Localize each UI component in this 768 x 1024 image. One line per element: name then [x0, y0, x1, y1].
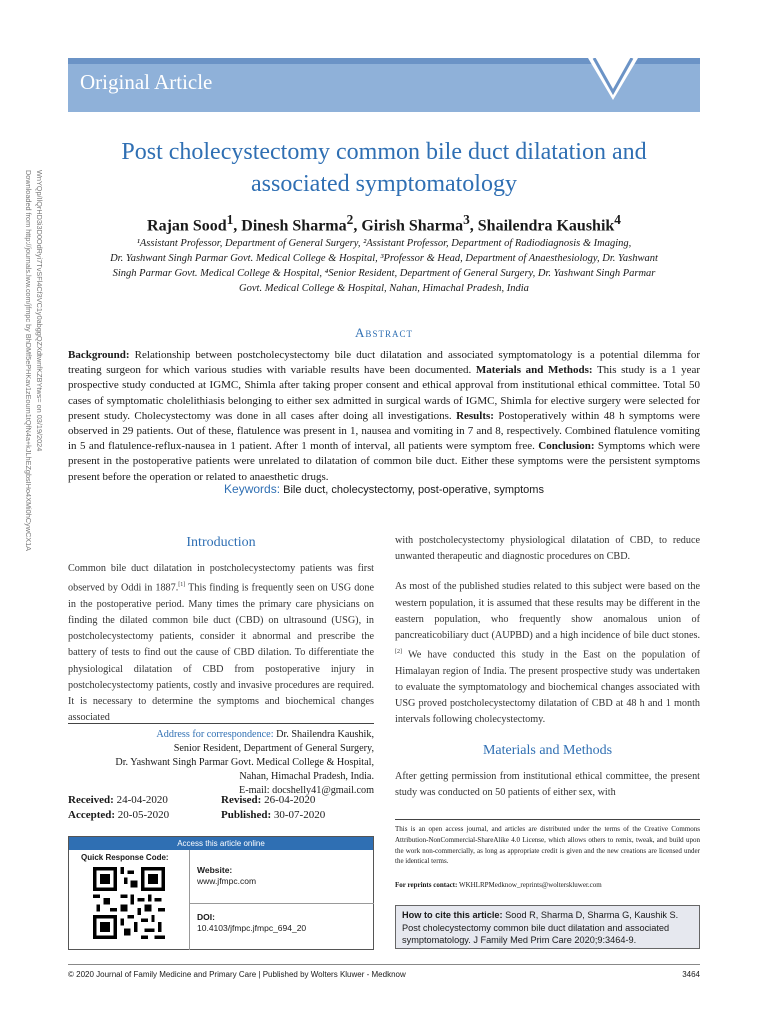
website-label: Website:	[197, 865, 233, 875]
received-date: 24-04-2020	[113, 794, 168, 806]
keywords-label: Keywords:	[224, 482, 281, 496]
page-footer	[68, 970, 700, 979]
watermark-line-1: Downloaded from http://journals.lww.com/jfmpc by BhDMf5ePHKav1zEoum1tQfN4a+kJLhEZgbsIHo4XMi0hCywCX1A	[24, 170, 33, 552]
intro-paragraph-2: As most of the published studies related to this subject were based on the western population, it is assumed that these results may be different in the eastern population, who frequently show anomalous union of pancreaticobiliary duct (AUPBD) and a high incidence of bile duct stones.[2] We have conducted this study in the East on the population of Himalayan region of India. The present prospective study was undertaken to evaluate the symptomatology and biochemical changes associated with USG proved postcholecystectomy dilatation of CBD at 48 h and 1 month intervals following cholecystectomy.	[395, 581, 700, 726]
citation-ref[interactable]: [2]	[395, 649, 402, 656]
qr-code-icon[interactable]	[93, 867, 165, 939]
keywords-text: Bile duct, cholecystectomy, post-operative, symptoms	[280, 484, 544, 496]
methods-paragraph: After getting permission from institutional ethical committee, the present study was conducted on 50 patients of either sex, with	[395, 770, 700, 798]
license-note: This is an open access journal, and articles are distributed under the terms of the Creative Commons Attribution-NonCommercial-ShareAlike 4.0 License, which allows others to remix, tweak, and build upon the work non-commercially, as long as appropriate credit is given and the new creations are licensed under the identical terms.	[395, 825, 700, 866]
abstract-heading: Abstract	[355, 325, 413, 340]
page-number: 3464	[682, 970, 700, 979]
divider	[68, 723, 374, 724]
correspondence-block: Address for correspondence: Dr. Shailendra Kaushik, Senior Resident, Department of General Surgery, Dr. Yashwant Singh Parmar Govt. Medical College & Hospital, Nahan, Himachal Pradesh, India. E-mail: docshelly41@gmail.com	[68, 728, 374, 798]
author-name: Shailendra Kaushik	[477, 217, 615, 235]
reprints-email[interactable]: WKHLRPMedknow_reprints@wolterskluwer.com	[457, 881, 602, 889]
keywords	[68, 482, 700, 496]
correspondence-email[interactable]: E-mail: docshelly41@gmail.com	[239, 785, 374, 796]
article-dates: Received: 24-04-2020 Revised: 26-04-2020 Accepted: 20-05-2020 Published: 30-07-2020	[68, 794, 326, 821]
article-title: Post cholecystectomy common bile duct dilatation and associated symptomatology	[121, 139, 647, 197]
introduction-paragraph: Common bile duct dilatation in postcholecystectomy patients was first observed by Oddi in 1887.[1] This finding is frequently seen on USG done in the postoperative period. Many times the primary care physicians on finding the dilated common bile duct (CBD) on ultrasound (USG), in postcholecystectomy patients, consider it abnormal and prescribe the battery of tests to find out the cause of CBD dilation. To differentiate the physiological dilatation of CBD from postoperative injury in postcholecystectomy patients, costly and invasive procedures are required. It is necessary to determine the symptoms and biochemical changes associated	[68, 563, 374, 724]
correspondence-label: Address for correspondence:	[156, 729, 274, 740]
article-type-label: Original Article	[80, 70, 213, 94]
revised-date: 26-04-2020	[261, 794, 316, 806]
footer-copyright: © 2020 Journal of Family Medicine and Primary Care | Published by Wolters Kluwer - Medknow	[68, 970, 406, 979]
citation-ref[interactable]: [1]	[178, 582, 186, 589]
accepted-date: 20-05-2020	[115, 809, 170, 821]
right-column	[395, 533, 700, 801]
qr-label: Quick Response Code:	[81, 853, 169, 862]
doi-link[interactable]: 10.4103/jfmpc.jfmpc_694_20	[197, 923, 307, 933]
published-date: 30-07-2020	[271, 809, 326, 821]
website-link[interactable]: www.jfmpc.com	[197, 876, 257, 886]
article-type-banner	[68, 58, 700, 112]
introduction-heading: Introduction	[186, 535, 256, 550]
methods-heading: Materials and Methods	[482, 742, 613, 758]
divider	[189, 903, 374, 904]
abstract-body: Background: Relationship between postcholecystectomy bile duct dilatation and associated symptomatology is a potential dilemma for treating surgeon for which various studies with variable results have been documented. Materials and Methods: This study is a 1 year prospective study conducted at IGMC, Shimla after taking proper consent and ethical approval from institutional ethical committee. Total 50 cases of symptomatic cholelithiasis belonging to either sex admitted in surgical wards of IGMC, Shimla for elective surgery were selected for present study. Cholecystectomy was done in all cases after doing all investigations. Results: Postoperatively within 48 h symptoms were observed in 29 patients. Out of these, flatulence was present in 1, nausea and vomiting in 7 and 8, respectively. Combined flatulence vomiting in 5 and flatulence-reflux-nausea in 1 patient. After 1 month of interval, all patients were symptom free. Conclusion: Symptoms which were present in the postoperative patients were unrelated to dilatation of common bile duct. Either these symptoms were the persistent symptoms present before the operation or related to anaesthetic drugs.	[68, 349, 701, 483]
download-watermark	[14, 170, 54, 650]
reprints-contact: For reprints contact: WKHLRPMedknow_reprints@wolterskluwer.com	[395, 881, 602, 889]
access-article-box	[68, 836, 374, 950]
cite-label: How to cite this article:	[402, 910, 503, 920]
divider	[68, 964, 700, 965]
left-column	[68, 535, 374, 726]
watermark-line-2: WnYQp/IlQrHD3i3D0OdRyi7TvSFl4Cf3VC1y0abggQZXdtwnfKZBYtws= on 03/19/2024	[35, 170, 44, 452]
access-heading: Access this article online	[69, 837, 373, 850]
divider	[395, 819, 700, 820]
author-list: Rajan Sood$^1$, Dinesh Sharma$^2$, Girish Sharma$^3$, Shailendra Kaushik$^4$	[147, 212, 621, 235]
affiliations: ¹Assistant Professor, Department of General Surgery, ²Assistant Professor, Department of Radiodiagnosis & Imaging, Dr. Yashwant Singh Parmar Govt. Medical College & Hospital, ³Professor & Head, Department of Anaesthesiology, Dr. Yashwant Singh Parmar Govt. Medical College & Hospital, ⁴Senior Resident, Department of General Surgery, Dr. Yashwant Singh Parmar Govt. Medical College & Hospital, Nahan, Himachal Pradesh, India	[110, 238, 658, 294]
author-name: Rajan Sood	[147, 217, 227, 235]
cite-text: Sood R, Sharma D, Sharma G, Kaushik S. Post cholecystectomy common bile duct dilatation and associated symptomatology. J Family Med Prim Care 2020;9:3464-9.	[402, 910, 679, 946]
intro-continued-paragraph: with postcholecystectomy physiological dilatation of CBD, to reduce unwanted therapeutic and diagnostic procedures on CBD.	[395, 535, 700, 563]
doi-label: DOI:	[197, 912, 215, 922]
how-to-cite-box	[395, 905, 700, 949]
divider	[189, 850, 190, 950]
author-name: Girish Sharma	[361, 217, 464, 235]
author-name: Dinesh Sharma	[241, 217, 347, 235]
